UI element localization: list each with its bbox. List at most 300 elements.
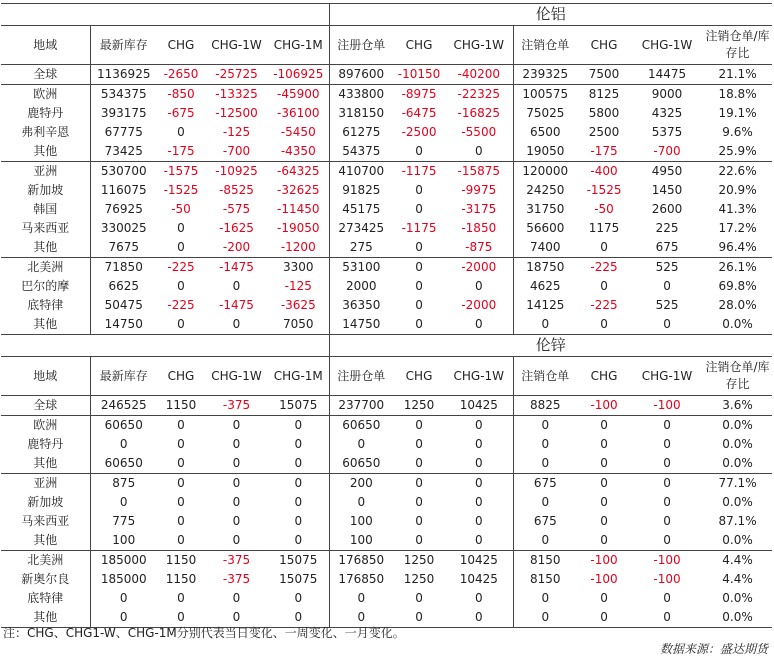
table-row <box>1 104 772 123</box>
table-row <box>1 142 772 162</box>
value-cell: 0 <box>268 416 329 436</box>
value-cell: 8125 <box>588 87 620 101</box>
value-cell: 0 <box>600 279 608 293</box>
value-cell: 0 <box>177 437 185 451</box>
column-header: CHG-1W <box>445 357 513 396</box>
value-cell: 0 <box>541 437 550 451</box>
value-cell: 9000 <box>651 87 683 101</box>
value-cell: -3175 <box>445 200 513 219</box>
value-cell: 0 <box>357 495 366 509</box>
value-cell: 0 <box>177 317 185 331</box>
value-cell: 0.0% <box>722 317 753 331</box>
value-cell: 0 <box>663 279 671 293</box>
value-cell: -2650 <box>163 67 199 81</box>
region-cell: 马来西亚 <box>1 219 90 238</box>
region-cell: 全球 <box>1 65 90 85</box>
value-cell: 18750 <box>526 260 565 274</box>
value-cell: 0 <box>268 474 329 494</box>
value-cell: 36350 <box>342 298 381 312</box>
value-cell: 0 <box>119 610 128 624</box>
value-cell: -45900 <box>268 85 329 105</box>
value-cell: -25725 <box>215 67 258 81</box>
value-cell: -375 <box>222 398 251 412</box>
value-cell: 0 <box>445 608 513 628</box>
value-cell: 4950 <box>651 164 683 178</box>
value-cell: -1200 <box>268 238 329 258</box>
value-cell: -700 <box>653 144 681 158</box>
value-cell: 176850 <box>338 553 385 567</box>
value-cell: 0.0% <box>722 456 753 470</box>
value-cell: 1175 <box>588 221 620 235</box>
value-cell: 28.0% <box>718 298 757 312</box>
region-cell: 鹿特丹 <box>1 104 90 123</box>
table-row <box>1 454 772 474</box>
value-cell: 75025 <box>526 106 565 120</box>
table-row <box>1 570 772 589</box>
table-row <box>1 219 772 238</box>
value-cell: 0 <box>268 608 329 628</box>
value-cell: 0 <box>663 317 671 331</box>
value-cell: -1475 <box>219 260 254 274</box>
value-cell: 897600 <box>338 67 385 81</box>
value-cell: 45175 <box>342 202 381 216</box>
value-cell: 0 <box>177 240 185 254</box>
value-cell: 0 <box>445 512 513 531</box>
value-cell: 0 <box>445 142 513 162</box>
value-cell: 0 <box>119 591 128 605</box>
value-cell: 1250 <box>403 553 435 567</box>
value-cell: -100 <box>590 553 618 567</box>
value-cell: 3300 <box>268 258 329 278</box>
value-cell: -5450 <box>268 123 329 142</box>
value-cell: 3.6% <box>722 398 753 412</box>
value-cell: 525 <box>655 260 679 274</box>
value-cell: 0 <box>415 183 423 197</box>
value-cell: 0 <box>541 495 550 509</box>
value-cell: 73425 <box>104 144 143 158</box>
value-cell: 76925 <box>104 202 143 216</box>
value-cell: 0 <box>177 418 185 432</box>
column-header: CHG-1W <box>211 37 262 52</box>
table-row <box>1 65 772 85</box>
value-cell: 0 <box>663 476 671 490</box>
value-cell: -175 <box>167 144 195 158</box>
value-cell: -100 <box>590 572 618 586</box>
value-cell: 0 <box>232 418 241 432</box>
value-cell: 0 <box>541 418 550 432</box>
value-cell: 120000 <box>522 164 569 178</box>
value-cell: 0.0% <box>722 495 753 509</box>
title-spacer <box>1 335 329 357</box>
value-cell: 0 <box>177 591 185 605</box>
value-cell: 530700 <box>100 164 147 178</box>
value-cell: 239325 <box>522 67 569 81</box>
value-cell: 0 <box>663 533 671 547</box>
value-cell: 0 <box>415 476 423 490</box>
value-cell: 7050 <box>268 315 329 335</box>
value-cell: 5800 <box>588 106 620 120</box>
value-cell: 0 <box>268 493 329 512</box>
column-header: CHG <box>167 368 195 383</box>
table-row <box>1 416 772 436</box>
value-cell: 200 <box>349 476 373 490</box>
value-cell: 225 <box>655 221 679 235</box>
value-cell: -675 <box>167 106 195 120</box>
value-cell: 15075 <box>268 570 329 589</box>
column-header: 最新库存 <box>99 368 148 383</box>
value-cell: 0 <box>663 610 671 624</box>
value-cell: 2500 <box>588 125 620 139</box>
value-cell: -225 <box>590 260 618 274</box>
value-cell: 15075 <box>268 551 329 571</box>
value-cell: 0 <box>232 495 241 509</box>
value-cell: -8525 <box>219 183 254 197</box>
value-cell: 14750 <box>342 317 381 331</box>
value-cell: -1525 <box>586 183 622 197</box>
region-cell: 新加坡 <box>1 493 90 512</box>
value-cell: -875 <box>445 238 513 258</box>
value-cell: 61275 <box>342 125 381 139</box>
value-cell: 0 <box>415 456 423 470</box>
value-cell: 0 <box>445 435 513 454</box>
value-cell: 100 <box>349 514 373 528</box>
value-cell: 525 <box>655 298 679 312</box>
value-cell: -64325 <box>268 162 329 182</box>
value-cell: 0 <box>415 514 423 528</box>
value-cell: 14750 <box>104 317 143 331</box>
table-row <box>1 162 772 182</box>
data-source: 数据来源：盛达期货 <box>659 642 768 656</box>
value-cell: -11450 <box>268 200 329 219</box>
region-cell: 其他 <box>1 608 90 628</box>
value-cell: 0.0% <box>722 591 753 605</box>
value-cell: -125 <box>268 277 329 296</box>
table-row <box>1 589 772 608</box>
value-cell: -4350 <box>268 142 329 162</box>
region-cell: 欧洲 <box>1 85 90 105</box>
value-cell: 0 <box>663 591 671 605</box>
value-cell: 0 <box>415 591 423 605</box>
value-cell: 0 <box>268 589 329 608</box>
value-cell: -1175 <box>401 221 437 235</box>
value-cell: -50 <box>594 202 614 216</box>
value-cell: 4.4% <box>722 553 753 567</box>
value-cell: -375 <box>222 572 251 586</box>
value-cell: 96.4% <box>718 240 757 254</box>
value-cell: -100 <box>653 572 681 586</box>
value-cell: 10425 <box>445 396 513 416</box>
value-cell: -100 <box>653 553 681 567</box>
value-cell: 56600 <box>526 221 565 235</box>
value-cell: 0 <box>415 437 423 451</box>
table-row <box>1 238 772 258</box>
value-cell: 0 <box>177 456 185 470</box>
value-cell: 1250 <box>403 572 435 586</box>
table-row <box>1 551 772 571</box>
value-cell: 0 <box>663 418 671 432</box>
value-cell: 0 <box>445 416 513 436</box>
column-header: 注销仓单/库存比 <box>705 29 770 60</box>
value-cell: 0 <box>177 221 185 235</box>
value-cell: 100 <box>349 533 373 547</box>
value-cell: -1475 <box>219 298 254 312</box>
table-row <box>1 181 772 200</box>
value-cell: -1625 <box>219 221 254 235</box>
value-cell: 176850 <box>338 572 385 586</box>
region-cell: 北美洲 <box>1 551 90 571</box>
value-cell: 9.6% <box>722 125 753 139</box>
value-cell: 2600 <box>651 202 683 216</box>
value-cell: 534375 <box>100 87 147 101</box>
value-cell: 20.9% <box>718 183 757 197</box>
value-cell: 0 <box>600 317 608 331</box>
value-cell: 0 <box>663 437 671 451</box>
value-cell: -100 <box>653 398 681 412</box>
region-cell: 亚洲 <box>1 162 90 182</box>
value-cell: 14475 <box>647 67 687 81</box>
value-cell: 26.1% <box>718 260 757 274</box>
region-cell: 其他 <box>1 454 90 474</box>
value-cell: 0 <box>268 435 329 454</box>
value-cell: 675 <box>655 240 679 254</box>
value-cell: 4325 <box>651 106 683 120</box>
region-cell: 其他 <box>1 142 90 162</box>
value-cell: -5500 <box>445 123 513 142</box>
table-row <box>1 512 772 531</box>
value-cell: -850 <box>167 87 195 101</box>
value-cell: 393175 <box>100 106 147 120</box>
value-cell: 87.1% <box>718 514 757 528</box>
value-cell: 0 <box>119 437 128 451</box>
value-cell: 0 <box>600 418 608 432</box>
table-row <box>1 200 772 219</box>
column-header: CHG-1W <box>211 368 262 383</box>
value-cell: 0.0% <box>722 610 753 624</box>
table-row <box>1 296 772 315</box>
column-header: CHG-1W <box>641 368 693 383</box>
value-cell: 4625 <box>530 279 561 293</box>
column-header: 注册仓单 <box>337 37 386 52</box>
value-cell: -175 <box>590 144 618 158</box>
value-cell: -10150 <box>397 67 441 81</box>
region-cell: 新加坡 <box>1 181 90 200</box>
value-cell: 0 <box>415 279 423 293</box>
value-cell: 10425 <box>445 570 513 589</box>
column-header: CHG-1W <box>641 37 693 52</box>
value-cell: 1150 <box>165 398 197 412</box>
value-cell: 0 <box>232 317 241 331</box>
value-cell: -100 <box>590 398 618 412</box>
value-cell: 0 <box>232 456 241 470</box>
table-row <box>1 435 772 454</box>
section-title-row <box>1 4 772 26</box>
value-cell: -2000 <box>445 296 513 315</box>
column-header: 注销仓单 <box>521 368 570 383</box>
column-header: CHG-1M <box>268 357 329 396</box>
value-cell: 25.9% <box>718 144 757 158</box>
header-row <box>1 26 772 65</box>
value-cell: 8150 <box>530 553 561 567</box>
table-row <box>1 396 772 416</box>
column-header: CHG-1W <box>445 26 513 65</box>
value-cell: 22.6% <box>718 164 757 178</box>
column-header: 最新库存 <box>99 37 148 52</box>
region-cell: 新奥尔良 <box>1 570 90 589</box>
value-cell: 0 <box>177 495 185 509</box>
value-cell: 0 <box>232 514 241 528</box>
value-cell: 0 <box>357 610 366 624</box>
footnote: 注：CHG、CHG1-W、CHG-1M分别代表当日变化、一周变化、一月变化。 <box>3 626 405 640</box>
table-row <box>1 531 772 551</box>
value-cell: 0 <box>232 533 241 547</box>
value-cell: 0 <box>415 260 423 274</box>
value-cell: 0.0% <box>722 418 753 432</box>
value-cell: -32625 <box>268 181 329 200</box>
value-cell: 10425 <box>445 551 513 571</box>
value-cell: -15875 <box>445 162 513 182</box>
value-cell: -40200 <box>445 65 513 85</box>
value-cell: 0 <box>600 591 608 605</box>
value-cell: -106925 <box>268 65 329 85</box>
value-cell: -16825 <box>445 104 513 123</box>
value-cell: 0 <box>232 476 241 490</box>
column-header: 地域 <box>1 357 90 396</box>
value-cell: 71850 <box>104 260 143 274</box>
value-cell: 0 <box>445 315 513 335</box>
region-cell: 底特律 <box>1 589 90 608</box>
value-cell: 91825 <box>342 183 381 197</box>
value-cell: 100575 <box>522 87 569 101</box>
table-row <box>1 493 772 512</box>
inventory-table <box>1 3 772 628</box>
value-cell: 0 <box>232 437 241 451</box>
value-cell: -12500 <box>215 106 258 120</box>
value-cell: 675 <box>533 476 557 490</box>
value-cell: 0 <box>177 125 185 139</box>
region-cell: 巴尔的摩 <box>1 277 90 296</box>
value-cell: 0 <box>445 589 513 608</box>
value-cell: 69.8% <box>718 279 757 293</box>
value-cell: 0 <box>445 277 513 296</box>
value-cell: 0 <box>177 279 185 293</box>
value-cell: -125 <box>222 125 251 139</box>
value-cell: 0 <box>415 533 423 547</box>
value-cell: 8825 <box>530 398 561 412</box>
value-cell: 1150 <box>165 553 197 567</box>
value-cell: 5375 <box>651 125 683 139</box>
value-cell: 675 <box>533 514 557 528</box>
value-cell: -50 <box>171 202 191 216</box>
region-cell: 底特律 <box>1 296 90 315</box>
value-cell: 0 <box>177 610 185 624</box>
value-cell: 77.1% <box>718 476 757 490</box>
value-cell: 0 <box>415 317 423 331</box>
value-cell: 410700 <box>338 164 385 178</box>
value-cell: 6625 <box>108 279 140 293</box>
value-cell: -19050 <box>268 219 329 238</box>
region-cell: 亚洲 <box>1 474 90 494</box>
value-cell: 0 <box>415 418 423 432</box>
region-cell: 欧洲 <box>1 416 90 436</box>
value-cell: -700 <box>222 144 251 158</box>
value-cell: 41.3% <box>718 202 757 216</box>
value-cell: -225 <box>590 298 618 312</box>
value-cell: 17.2% <box>718 221 757 235</box>
value-cell: 0 <box>415 495 423 509</box>
value-cell: 0 <box>177 476 185 490</box>
value-cell: 318150 <box>338 106 385 120</box>
value-cell: 330025 <box>100 221 147 235</box>
value-cell: 0 <box>600 240 608 254</box>
value-cell: -2500 <box>401 125 437 139</box>
region-cell: 北美洲 <box>1 258 90 278</box>
value-cell: 2000 <box>346 279 377 293</box>
value-cell: 6500 <box>530 125 561 139</box>
value-cell: 0 <box>541 456 550 470</box>
value-cell: 1150 <box>165 572 197 586</box>
value-cell: -1850 <box>445 219 513 238</box>
value-cell: 14125 <box>526 298 565 312</box>
header-row <box>1 357 772 396</box>
column-header: CHG <box>167 37 195 52</box>
value-cell: -22325 <box>445 85 513 105</box>
column-header: 注销仓单/库存比 <box>705 360 770 391</box>
value-cell: -36100 <box>268 104 329 123</box>
value-cell: 0 <box>663 456 671 470</box>
value-cell: 1136925 <box>97 67 151 81</box>
region-cell: 其他 <box>1 531 90 551</box>
value-cell: -225 <box>167 260 195 274</box>
region-cell: 鹿特丹 <box>1 435 90 454</box>
value-cell: 0 <box>445 474 513 494</box>
value-cell: 60650 <box>342 456 381 470</box>
value-cell: 0 <box>445 493 513 512</box>
value-cell: 0 <box>600 456 608 470</box>
column-header: 注册仓单 <box>337 368 386 383</box>
column-header: CHG-1M <box>268 26 329 65</box>
table-row <box>1 258 772 278</box>
table-row <box>1 277 772 296</box>
value-cell: 7675 <box>108 240 140 254</box>
table-row <box>1 315 772 335</box>
value-cell: -1525 <box>163 183 199 197</box>
value-cell: 0 <box>541 610 550 624</box>
value-cell: -2000 <box>445 258 513 278</box>
value-cell: 0 <box>600 495 608 509</box>
value-cell: 0 <box>600 476 608 490</box>
value-cell: 0.0% <box>722 437 753 451</box>
value-cell: -13325 <box>215 87 258 101</box>
value-cell: 185000 <box>100 553 147 567</box>
value-cell: 1450 <box>651 183 683 197</box>
value-cell: 246525 <box>100 398 147 412</box>
value-cell: 7500 <box>588 67 620 81</box>
value-cell: 0 <box>268 454 329 474</box>
region-cell: 弗利辛恩 <box>1 123 90 142</box>
value-cell: 8150 <box>530 572 561 586</box>
value-cell: 100 <box>112 533 136 547</box>
value-cell: -575 <box>222 202 251 216</box>
section-title: 伦铝 <box>535 5 566 23</box>
value-cell: -375 <box>222 553 251 567</box>
value-cell: 67775 <box>104 125 143 139</box>
value-cell: 0 <box>600 437 608 451</box>
value-cell: 53100 <box>342 260 381 274</box>
column-header: 地域 <box>1 26 90 65</box>
value-cell: 0 <box>177 533 185 547</box>
value-cell: 0 <box>600 610 608 624</box>
value-cell: -225 <box>167 298 195 312</box>
